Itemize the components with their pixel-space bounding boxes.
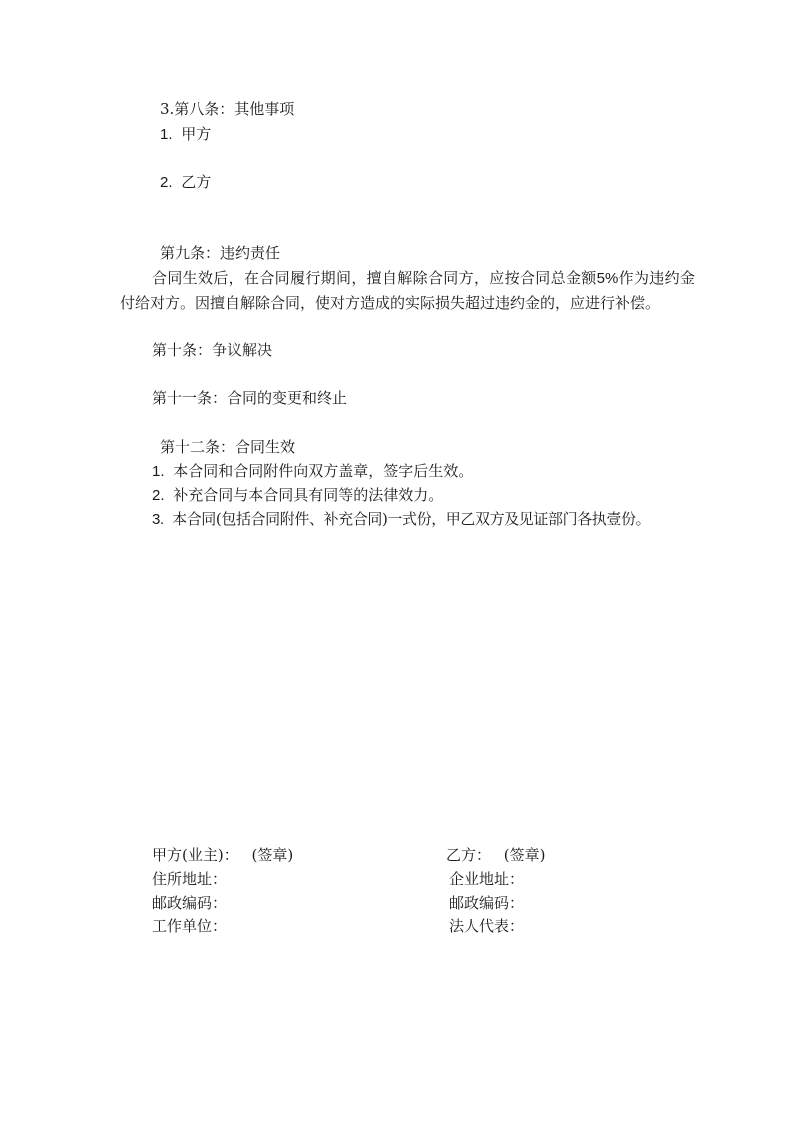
party-a-address: 住所地址：: [152, 870, 228, 888]
party-b-seal: (签章): [503, 846, 546, 864]
party-a-seal: (签章): [251, 846, 294, 864]
item-number: 1.: [160, 126, 173, 143]
article-9-body-text-1: 合同生效后，在合同履行期间，擅自解除合同方，应按合同总金额: [152, 269, 597, 287]
party-b-title: [446, 845, 546, 865]
article-8-heading: 3.第八条：其他事项: [160, 100, 295, 118]
party-a-postcode: 邮政编码：: [152, 894, 228, 912]
item-number: 1.: [152, 463, 165, 480]
article-12-item-3: [152, 509, 650, 529]
item-number: 2.: [160, 174, 173, 191]
penalty-percentage: 5%: [596, 270, 619, 287]
party-b-address: 企业地址：: [449, 870, 525, 888]
item-text: 补充合同与本合同具有同等的法律效力。: [173, 486, 444, 504]
article-12-item-1: [152, 461, 473, 481]
article-9-heading: 第九条：违约责任: [160, 244, 281, 262]
article-9-body-text-2: 作为违约金付给对方。因擅自解除合同，使对方造成的实际损失超过违约金的，应进行补偿。: [120, 269, 695, 312]
party-a-title: [152, 845, 293, 865]
item-text: 本合同(包括合同附件、补充合同)一式份，甲乙双方及见证部门各执壹份。: [172, 510, 651, 528]
party-a-label: 甲方(业主)：: [152, 846, 239, 864]
party-b-label: 乙方：: [446, 846, 492, 864]
item-text: 乙方: [181, 173, 212, 191]
party-b-postcode: 邮政编码：: [449, 894, 525, 912]
item-text: 本合同和合同附件向双方盖章，签字后生效。: [173, 462, 474, 480]
item-text: 甲方: [181, 125, 212, 143]
party-b-representative: 法人代表：: [449, 917, 525, 935]
article-8-item-1: [160, 124, 211, 144]
article-11-heading: 第十一条：合同的变更和终止: [152, 389, 348, 407]
article-9-body: [120, 266, 695, 315]
item-number: 3.: [152, 511, 164, 528]
article-8-item-2: [160, 172, 211, 192]
item-number: 2.: [152, 487, 165, 504]
article-12-item-2: [152, 485, 443, 505]
article-10-heading: 第十条：争议解决: [152, 341, 273, 359]
party-a-workplace: 工作单位：: [152, 917, 228, 935]
article-12-heading: 第十二条：合同生效: [160, 438, 296, 456]
